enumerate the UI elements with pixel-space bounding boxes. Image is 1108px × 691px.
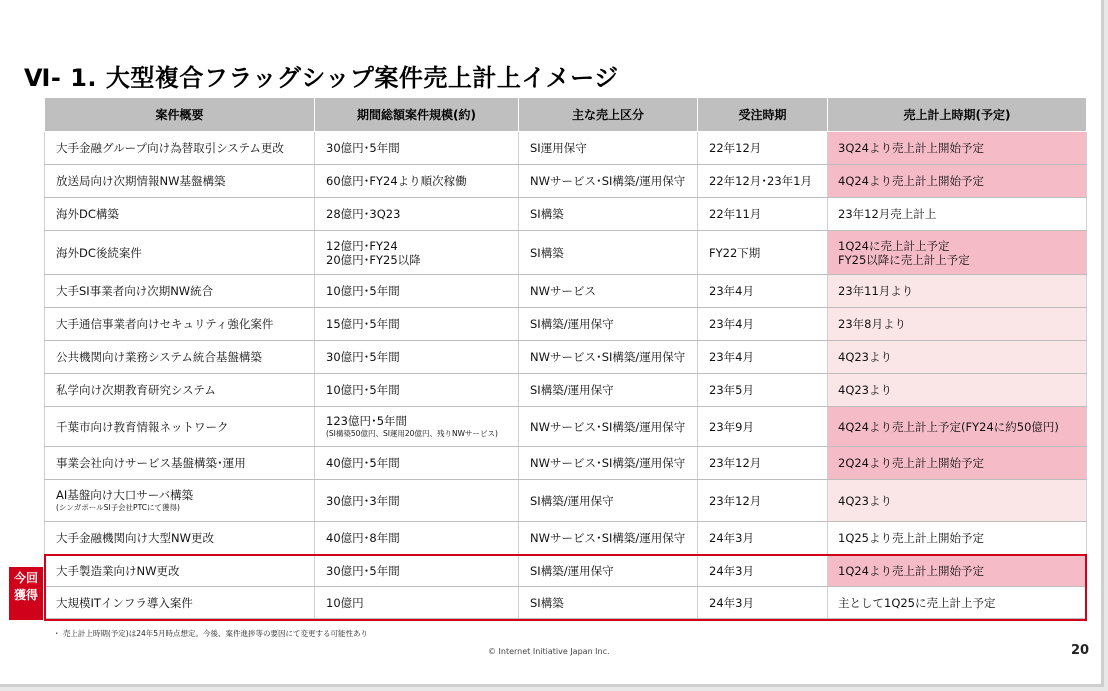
table-row: [45, 198, 1087, 231]
table-row: [45, 480, 1087, 522]
badge-line: 今回: [13, 571, 38, 585]
cell-timing: [828, 231, 1087, 275]
cell-order: 23年12月: [698, 447, 828, 480]
cell-overview: 千葉市向け教育情報ネットワーク: [45, 407, 315, 447]
cell-order: 22年11月: [698, 198, 828, 231]
cell-order: FY22下期: [698, 231, 828, 275]
cell-overview: 大規模ITインフラ導入案件: [45, 587, 315, 619]
cell-overview: 大手SI事業者向け次期NW統合: [45, 275, 315, 308]
cell-overview: [45, 480, 315, 522]
cell-category: SI構築: [519, 198, 698, 231]
copyright: © Internet Initiative Japan Inc.: [488, 647, 610, 656]
header-order-date: 受注時期: [698, 98, 828, 132]
cell-timing: 23年8月より: [828, 308, 1087, 341]
cell-overview: 大手金融機関向け大型NW更改: [45, 522, 315, 555]
cell-scale: 30億円･3年間: [315, 480, 519, 522]
table-row: [45, 522, 1087, 555]
cell-timing: 4Q23より: [828, 374, 1087, 407]
cell-timing-line: FY25以降に売上計上予定: [838, 252, 970, 267]
cell-order: 23年4月: [698, 308, 828, 341]
cell-order: 23年4月: [698, 341, 828, 374]
footnote: ・ 売上計上時期(予定)は24年5月時点想定。今後、案件進捗等の要因にて変更する可能性あり: [53, 629, 369, 638]
cell-scale: 40億円･5年間: [315, 447, 519, 480]
table-row: [45, 275, 1087, 308]
cell-scale-note: (SI構築50億円、SI運用20億円、残りNWサービス): [326, 429, 498, 438]
cell-category: SI構築/運用保守: [519, 308, 698, 341]
table-row: [45, 231, 1087, 275]
cell-scale: 30億円･5年間: [315, 132, 519, 165]
cell-overview: 公共機関向け業務システム統合基盤構築: [45, 341, 315, 374]
cell-overview-note: (シンガポールSI子会社PTCにて獲得): [56, 503, 180, 512]
cell-category: NWサービス･SI構築/運用保守: [519, 341, 698, 374]
cell-timing: 主として1Q25に売上計上予定: [828, 587, 1087, 619]
cell-scale: [315, 231, 519, 275]
cell-category: SI構築: [519, 231, 698, 275]
cell-order: 24年3月: [698, 522, 828, 555]
cell-category: SI構築/運用保守: [519, 555, 698, 587]
page-title: Ⅵ- 1. 大型複合フラッグシップ案件売上計上イメージ: [24, 64, 619, 92]
table-row: [45, 374, 1087, 407]
cell-timing: 1Q25より売上計上開始予定: [828, 522, 1087, 555]
cell-timing: 4Q23より: [828, 480, 1087, 522]
cell-order: 23年4月: [698, 275, 828, 308]
cell-category: SI構築/運用保守: [519, 374, 698, 407]
cell-timing: 1Q24より売上計上開始予定: [828, 555, 1087, 587]
cell-scale: 30億円･5年間: [315, 555, 519, 587]
cell-overview: 放送局向け次期情報NW基盤構築: [45, 165, 315, 198]
cell-category: NWサービス: [519, 275, 698, 308]
cell-scale: 30億円･5年間: [315, 341, 519, 374]
cell-scale: [315, 407, 519, 447]
cell-order: 24年3月: [698, 587, 828, 619]
cell-scale-line: 123億円･5年間: [326, 414, 408, 428]
new-deals-badge: [9, 567, 43, 620]
header-category: 主な売上区分: [519, 98, 698, 132]
table-row: [45, 587, 1087, 619]
cell-overview: 大手金融グループ向け為替取引システム更改: [45, 132, 315, 165]
table-row: [45, 132, 1087, 165]
cell-scale: 15億円･5年間: [315, 308, 519, 341]
cell-scale-line: 20億円･FY25以降: [326, 252, 421, 267]
table-row: [45, 447, 1087, 480]
deals-table: [44, 97, 1087, 619]
table-row: [45, 165, 1087, 198]
cell-category: NWサービス･SI構築/運用保守: [519, 522, 698, 555]
cell-scale: 10億円･5年間: [315, 374, 519, 407]
cell-category: SI構築: [519, 587, 698, 619]
cell-category: SI構築/運用保守: [519, 480, 698, 522]
cell-overview: 大手製造業向けNW更改: [45, 555, 315, 587]
cell-category: NWサービス･SI構築/運用保守: [519, 165, 698, 198]
cell-timing: 2Q24より売上計上開始予定: [828, 447, 1087, 480]
cell-scale: 10億円: [315, 587, 519, 619]
header-revenue-timing: 売上計上時期(予定): [828, 98, 1087, 132]
cell-overview: 事業会社向けサービス基盤構築･運用: [45, 447, 315, 480]
cell-scale: 40億円･8年間: [315, 522, 519, 555]
cell-timing: 23年12月売上計上: [828, 198, 1087, 231]
cell-category: NWサービス･SI構築/運用保守: [519, 407, 698, 447]
cell-overview: 私学向け次期教育研究システム: [45, 374, 315, 407]
cell-order: 22年12月: [698, 132, 828, 165]
cell-order: 23年12月: [698, 480, 828, 522]
badge-line: 獲得: [13, 588, 38, 602]
cell-category: NWサービス･SI構築/運用保守: [519, 447, 698, 480]
page-number: 20: [1071, 643, 1090, 658]
header-scale: 期間総額案件規模(約): [315, 98, 519, 132]
cell-scale-line: 12億円･FY24: [326, 238, 398, 253]
table-row: [45, 308, 1087, 341]
cell-order: 24年3月: [698, 555, 828, 587]
cell-scale: 28億円･3Q23: [315, 198, 519, 231]
cell-order: 23年9月: [698, 407, 828, 447]
cell-overview: 大手通信事業者向けセキュリティ強化案件: [45, 308, 315, 341]
cell-order: 22年12月･23年1月: [698, 165, 828, 198]
cell-category: SI運用保守: [519, 132, 698, 165]
cell-timing: 4Q24より売上計上開始予定: [828, 165, 1087, 198]
cell-timing: 4Q23より: [828, 341, 1087, 374]
cell-overview: 海外DC後続案件: [45, 231, 315, 275]
cell-timing: 3Q24より売上計上開始予定: [828, 132, 1087, 165]
table-row: [45, 341, 1087, 374]
cell-scale: 60億円･FY24より順次稼働: [315, 165, 519, 198]
table-row: [45, 407, 1087, 447]
header-overview: 案件概要: [45, 98, 315, 132]
table-header-row: [45, 98, 1087, 132]
table-row: [45, 555, 1087, 587]
cell-overview: 海外DC構築: [45, 198, 315, 231]
cell-order: 23年5月: [698, 374, 828, 407]
cell-scale: 10億円･5年間: [315, 275, 519, 308]
cell-timing: 4Q24より売上計上予定(FY24に約50億円): [828, 407, 1087, 447]
cell-overview-line: AI基盤向け大口サーバ構築: [56, 488, 194, 502]
cell-timing: 23年11月より: [828, 275, 1087, 308]
cell-timing-line: 1Q24に売上計上予定: [838, 238, 950, 253]
